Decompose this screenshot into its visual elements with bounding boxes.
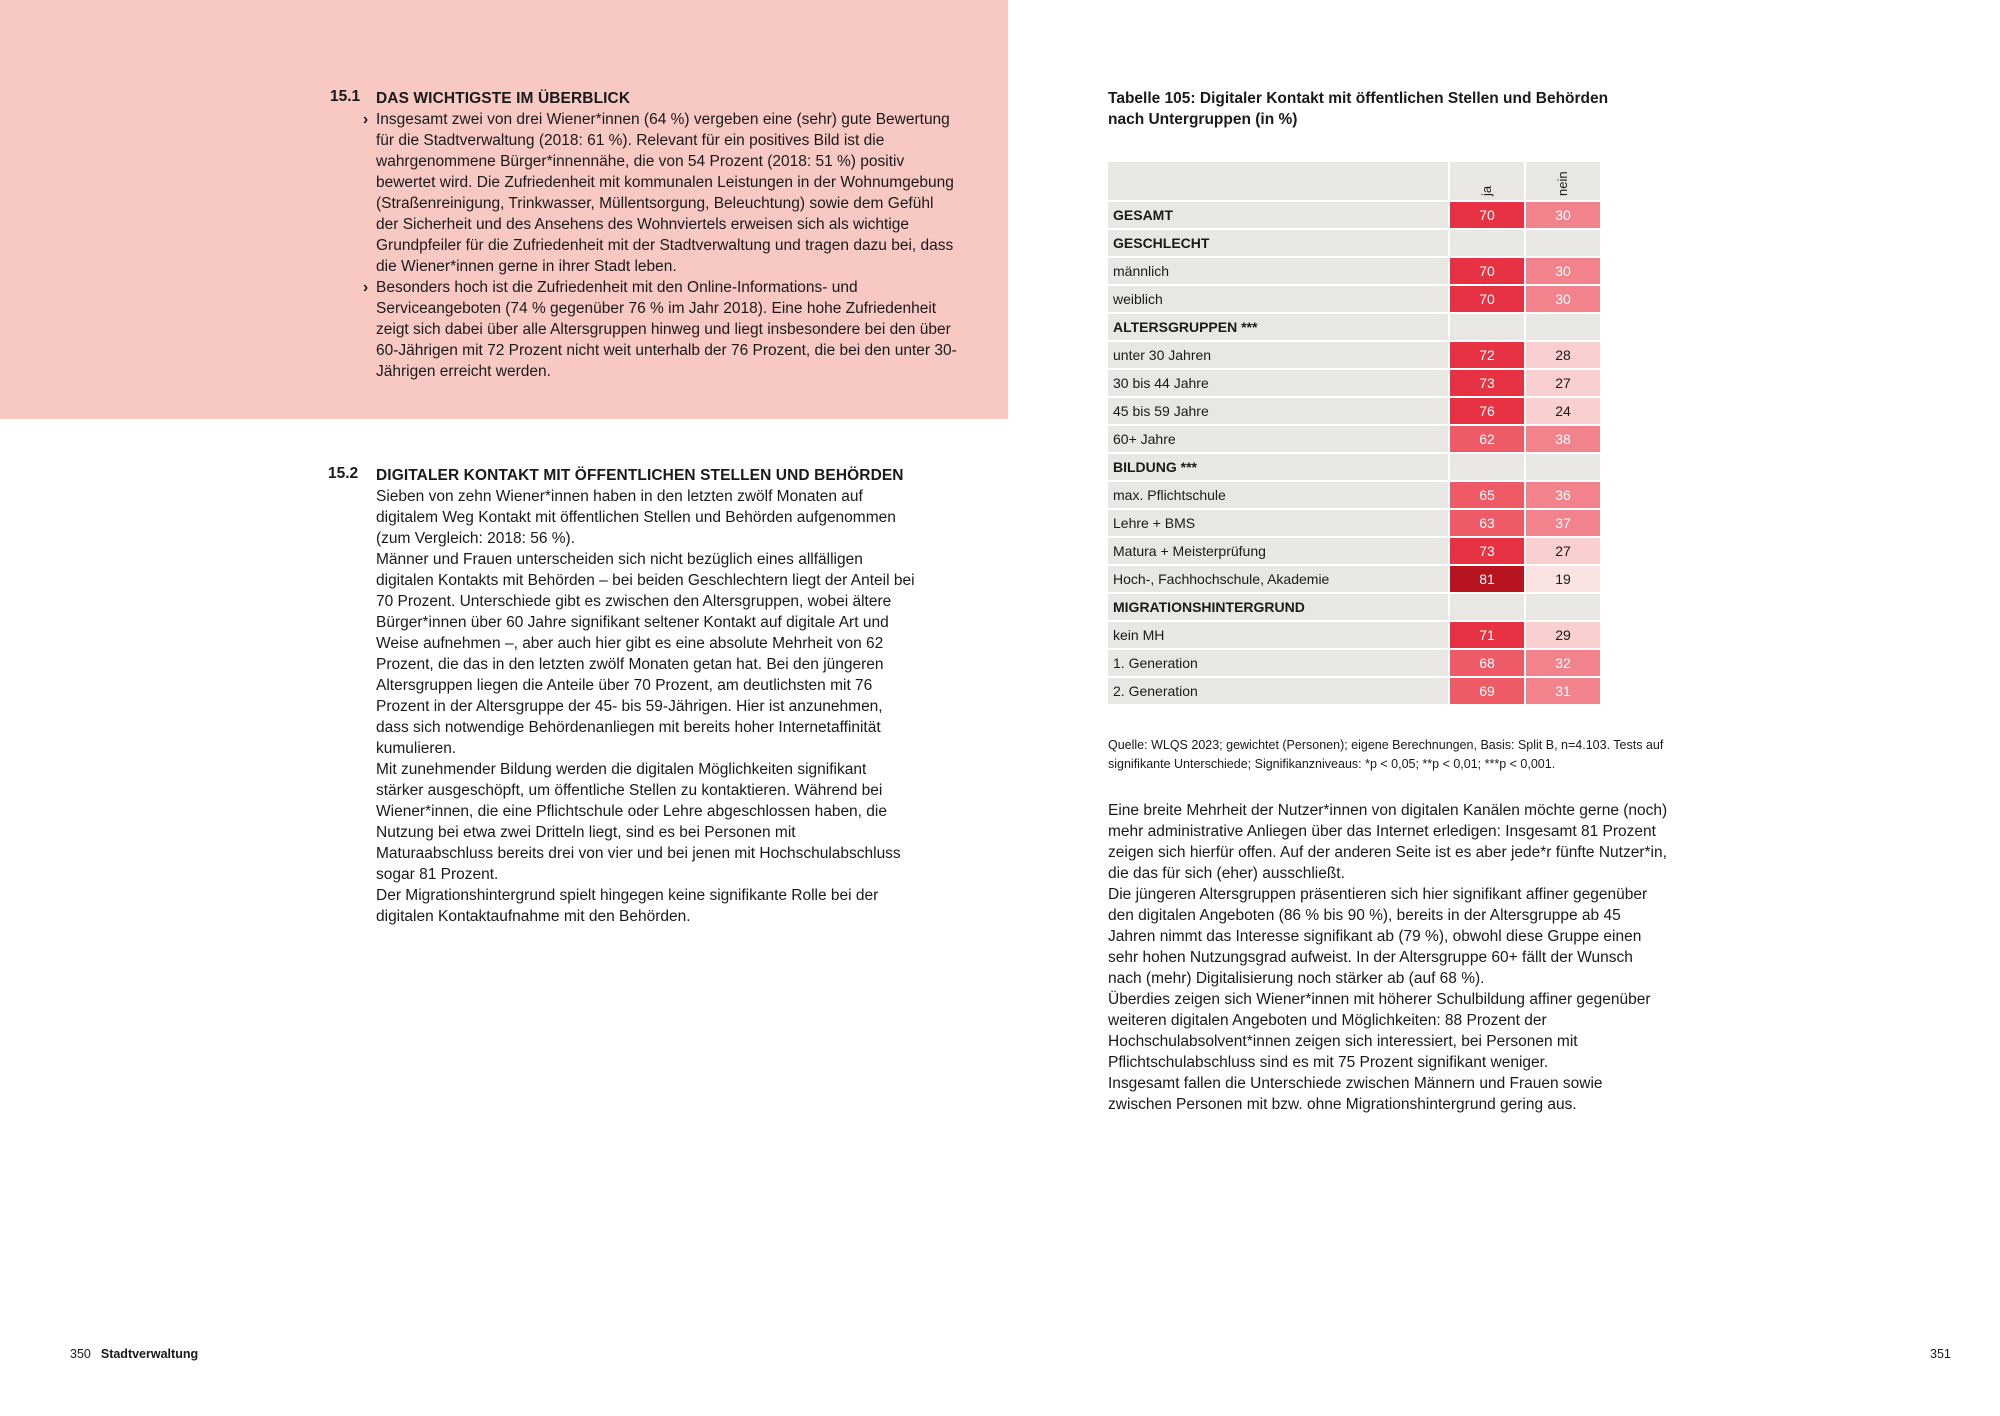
paragraph: Männer und Frauen unterscheiden sich nicht bezüglich eines allfälligen digitalen Kontakts mit Behörden – bei beiden Geschlechtern liegt der Anteil bei 70 Prozent. Unterschiede gibt es zwischen den Altersgruppen, wobei ältere Bürger*innen über 60 Jahre signifikant seltener Kontakt auf digitale Art und Weise aufnehmen –, aber auch hier gibt es eine absolute Mehrheit von 62 Prozent, die das in den letzten zwölf Monaten getan hat. Bei den jüngeren Altersgruppen liegen die Anteile über 70 Prozent, am deutlichsten mit 76 Prozent in der Altersgruppe der 45- bis 59-Jährigen. Hier ist anzunehmen, dass sich notwendige Behördenanliegen mit bereits hoher Internetaffinität kumulieren. [376, 551, 915, 757]
cell-nein: 38 [1526, 426, 1600, 452]
paragraph: Überdies zeigen sich Wiener*innen mit höherer Schulbildung affiner gegenüber weiteren digitalen Angeboten und Möglichkeiten: 88 Prozent der Hochschulabsolvent*innen zeigen sich interessiert, bei Personen mit Pflichtschulabschluss sind es mit 75 Prozent signifikant weniger. [1108, 991, 1651, 1071]
bullet-item [363, 109, 958, 277]
cell-nein [1526, 230, 1600, 256]
table-row [1108, 314, 1602, 340]
paragraph: Die jüngeren Altersgruppen präsentieren sich hier signifikant affiner gegenüber den digitalen Angeboten (86 % bis 90 %), bereits in der Altersgruppe ab 45 Jahren nimmt das Interesse signifikant ab (79 %), obwohl diese Gruppe einen sehr hohen Nutzungsgrad aufweist. In der Altersgruppe 60+ fällt der Wunsch nach (mehr) Digitalisierung noch stärker ab (auf 68 %). [1108, 886, 1648, 987]
table-row [1108, 566, 1602, 592]
cell-ja: 69 [1450, 678, 1524, 704]
cell-ja: 76 [1450, 398, 1524, 424]
cell-nein: 27 [1526, 370, 1600, 396]
row-label: weiblich [1108, 286, 1448, 312]
section-number: 15.2 [328, 465, 359, 482]
row-label: 45 bis 59 Jahre [1108, 398, 1448, 424]
right-text-block [1108, 800, 1670, 1115]
table-title: Tabelle 105: Digitaler Kontakt mit öffentlichen Stellen und Behörden nach Untergruppen (in %) [1108, 90, 1609, 128]
table-row [1108, 342, 1602, 368]
paragraph: Sieben von zehn Wiener*innen haben in den letzten zwölf Monaten auf digitalem Weg Kontakt mit öffentlichen Stellen und Behörden aufgenommen (zum Vergleich: 2018: 56 %). [376, 488, 896, 547]
table-row [1108, 426, 1602, 452]
table-row [1108, 398, 1602, 424]
row-label: 2. Generation [1108, 678, 1448, 704]
cell-nein: 30 [1526, 258, 1600, 284]
cell-ja: 73 [1450, 538, 1524, 564]
table-row [1108, 622, 1602, 648]
table-row [1108, 202, 1602, 228]
cell-nein: 24 [1526, 398, 1600, 424]
table-row [1108, 650, 1602, 676]
column-header-nein: nein [1526, 162, 1600, 200]
cell-nein: 30 [1526, 202, 1600, 228]
row-label: MIGRATIONSHINTERGRUND [1108, 594, 1448, 620]
chevron-right-icon: › [363, 279, 369, 296]
bullet-text: Besonders hoch ist die Zufriedenheit mit den Online-Informations- und Serviceangeboten (74 % gegenüber 76 % im Jahr 2018). Eine hohe Zufriedenheit zeigt sich dabei über alle Altersgruppen hinweg und liegt insbesondere bei den über 60-Jährigen mit 72 Prozent nicht weit unterhalb der 76 Prozent, die bei den unter 30-Jährigen erreicht werden. [376, 279, 957, 380]
paragraph: Eine breite Mehrheit der Nutzer*innen von digitalen Kanälen möchte gerne (noch) mehr administrative Anliegen über das Internet erledigen: Insgesamt 81 Prozent zeigen sich hierfür offen. Auf der anderen Seite ist es aber jede*r fünfte Nutzer*in, die das für sich (eher) ausschließt. [1108, 802, 1668, 882]
cell-ja: 71 [1450, 622, 1524, 648]
table-header-row [1108, 162, 1602, 200]
section-number: 15.1 [330, 88, 361, 105]
row-label: ALTERSGRUPPEN *** [1108, 314, 1448, 340]
chevron-right-icon: › [363, 111, 369, 128]
data-table [1108, 162, 1602, 706]
cell-nein: 19 [1526, 566, 1600, 592]
cell-ja: 65 [1450, 482, 1524, 508]
row-label: GESCHLECHT [1108, 230, 1448, 256]
table-row [1108, 370, 1602, 396]
cell-nein: 32 [1526, 650, 1600, 676]
bullet-text: Insgesamt zwei von drei Wiener*innen (64 %) vergeben eine (sehr) gute Bewertung für die Stadtverwaltung (2018: 61 %). Relevant für ein positives Bild ist die wahrgenommene Bürger*innennähe, die von 54 Prozent (2018: 51 %) positiv bewertet wird. Die Zufriedenheit mit kommunalen Leistungen in der Wohnumgebung (Straßenreinigung, Trinkwasser, Müllentsorgung, Beleuchtung) sowie dem Gefühl der Sicherheit und des Ansehens des Wohnviertels erweisen sich als wichtige Grundpfeiler für die Zufriedenheit mit der Stadtverwaltung und tragen dazu bei, dass die Wiener*innen gerne in ihrer Stadt leben. [376, 111, 954, 275]
footer-title: Stadtverwaltung [100, 1347, 199, 1361]
cell-ja: 70 [1450, 286, 1524, 312]
cell-nein: 27 [1526, 538, 1600, 564]
table-row [1108, 454, 1602, 480]
cell-nein: 31 [1526, 678, 1600, 704]
bullet-item [363, 277, 958, 382]
page-number: 350 [70, 1347, 91, 1361]
cell-ja: 68 [1450, 650, 1524, 676]
row-label: Lehre + BMS [1108, 510, 1448, 536]
page-number: 351 [1930, 1347, 1951, 1361]
table-header-empty [1108, 162, 1448, 200]
cell-nein: 36 [1526, 482, 1600, 508]
row-label: max. Pflichtschule [1108, 482, 1448, 508]
cell-nein [1526, 454, 1600, 480]
cell-ja [1450, 230, 1524, 256]
row-label: unter 30 Jahren [1108, 342, 1448, 368]
row-label: GESAMT [1108, 202, 1448, 228]
table-row [1108, 482, 1602, 508]
cell-ja [1450, 314, 1524, 340]
cell-nein: 30 [1526, 286, 1600, 312]
table-row [1108, 510, 1602, 536]
cell-nein: 28 [1526, 342, 1600, 368]
paragraph: Mit zunehmender Bildung werden die digitalen Möglichkeiten signifikant stärker ausgeschöpft, um öffentliche Stellen zu kontaktieren. Während bei Wiener*innen, die eine Pflichtschule oder Lehre abgeschlossen haben, die Nutzung bei etwa zwei Dritteln liegt, sind es bei Personen mit Maturaabschluss bereits drei von vier und bei jenen mit Hochschulabschluss sogar 81 Prozent. [376, 761, 901, 883]
table-row [1108, 230, 1602, 256]
row-label: 1. Generation [1108, 650, 1448, 676]
section-title: DAS WICHTIGSTE IM ÜBERBLICK [376, 90, 631, 107]
cell-nein: 29 [1526, 622, 1600, 648]
cell-nein: 37 [1526, 510, 1600, 536]
section-title: DIGITALER KONTAKT MIT ÖFFENTLICHEN STELLEN UND BEHÖRDEN [376, 467, 904, 484]
footer-left [70, 1347, 198, 1361]
row-label: Matura + Meisterprüfung [1108, 538, 1448, 564]
table-source-note: Quelle: WLQS 2023; gewichtet (Personen); eigene Berechnungen, Basis: Split B, n=4.103. Tests auf signifikante Unterschiede; Signifikanzniveaus: *p < 0,05; **p < 0,01; ***p < 0,001. [1108, 738, 1664, 771]
table-row [1108, 258, 1602, 284]
cell-ja [1450, 594, 1524, 620]
column-header-ja: ja [1450, 162, 1524, 200]
table-row [1108, 538, 1602, 564]
cell-ja [1450, 454, 1524, 480]
table-row [1108, 594, 1602, 620]
cell-nein [1526, 314, 1600, 340]
cell-ja: 70 [1450, 258, 1524, 284]
row-label: kein MH [1108, 622, 1448, 648]
row-label: BILDUNG *** [1108, 454, 1448, 480]
table-row [1108, 286, 1602, 312]
cell-ja: 63 [1450, 510, 1524, 536]
cell-ja: 73 [1450, 370, 1524, 396]
cell-ja: 72 [1450, 342, 1524, 368]
cell-nein [1526, 594, 1600, 620]
row-label: 60+ Jahre [1108, 426, 1448, 452]
cell-ja: 81 [1450, 566, 1524, 592]
table-row [1108, 678, 1602, 704]
paragraph: Insgesamt fallen die Unterschiede zwischen Männern und Frauen sowie zwischen Personen mit bzw. ohne Migrationshintergrund gering aus. [1108, 1075, 1603, 1113]
row-label: Hoch-, Fachhochschule, Akademie [1108, 566, 1448, 592]
cell-ja: 70 [1450, 202, 1524, 228]
cell-ja: 62 [1450, 426, 1524, 452]
row-label: männlich [1108, 258, 1448, 284]
paragraph: Der Migrationshintergrund spielt hingegen keine signifikante Rolle bei der digitalen Kontaktaufnahme mit den Behörden. [376, 887, 879, 925]
row-label: 30 bis 44 Jahre [1108, 370, 1448, 396]
